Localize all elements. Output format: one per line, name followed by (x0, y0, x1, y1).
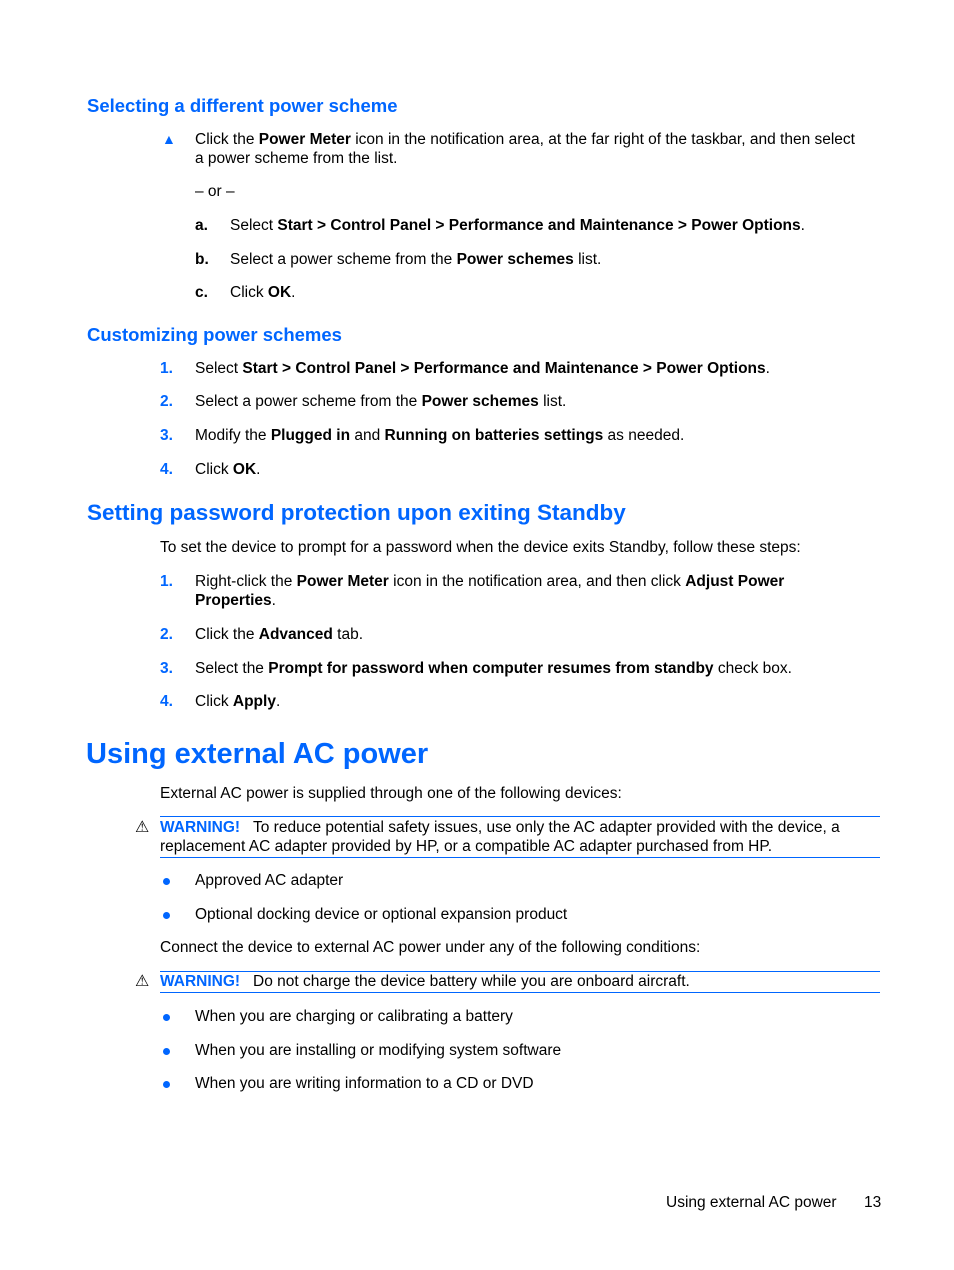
bullet-icon (163, 878, 170, 885)
warning-label: WARNING! (160, 973, 241, 990)
bullet-icon (163, 912, 170, 919)
step-text: Right-click the Power Meter icon in the notification area, and then click Adjust Power (195, 573, 785, 590)
warning-text: WARNING! Do not charge the device battery while you are onboard aircraft. (160, 973, 690, 990)
step-text: Click Apply. (195, 693, 281, 710)
warning-label: WARNING! (160, 819, 241, 836)
step-text: Select a power scheme from the Power schemes list. (230, 251, 602, 268)
step-text: Click OK. (195, 461, 261, 478)
step-number: 4. (160, 693, 173, 710)
step-text: Select Start > Control Panel > Performance and Maintenance > Power Options. (230, 217, 805, 234)
step-number: 3. (160, 660, 173, 677)
step-number: 2. (160, 626, 173, 643)
step-number: 3. (160, 427, 173, 444)
conditions-intro: Connect the device to external AC power under any of the following conditions: (160, 939, 701, 956)
step-number: 1. (160, 573, 173, 590)
heading-customizing-power-schemes: Customizing power schemes (87, 324, 342, 345)
bullet-icon (163, 1048, 170, 1055)
list-item: When you are installing or modifying system software (195, 1042, 562, 1059)
warning-triangle-icon: ⚠ (135, 973, 150, 990)
step-number: 4. (160, 461, 173, 478)
step-text: Click OK. (230, 284, 296, 301)
step-label: a. (195, 217, 208, 234)
step-text: Select a power scheme from the Power schemes list. (195, 393, 567, 410)
triangle-bullet-icon: ▲ (162, 131, 176, 147)
bullet-icon (163, 1081, 170, 1088)
step-text-line2: Properties. (195, 592, 276, 609)
list-item: When you are charging or calibrating a battery (195, 1008, 513, 1025)
step-label: c. (195, 284, 208, 301)
step-number: 2. (160, 393, 173, 410)
bullet-text-line2: a power scheme from the list. (195, 150, 398, 167)
or-separator: – or – (195, 183, 235, 200)
heading-selecting-power-scheme: Selecting a different power scheme (87, 95, 398, 116)
step-text: Select the Prompt for password when computer resumes from standby check box. (195, 660, 792, 677)
intro-text: External AC power is supplied through one of the following devices: (160, 785, 622, 802)
intro-text: To set the device to prompt for a password when the device exits Standby, follow these steps: (160, 539, 801, 556)
list-item: Optional docking device or optional expansion product (195, 906, 568, 923)
warning-triangle-icon: ⚠ (135, 819, 150, 836)
step-label: b. (195, 251, 209, 268)
bullet-text: Click the Power Meter icon in the notification area, at the far right of the taskbar, and then select (195, 131, 855, 148)
heading-password-protection: Setting password protection upon exiting Standby (87, 500, 626, 525)
page-number: 13 (864, 1194, 882, 1211)
step-text: Click the Advanced tab. (195, 626, 364, 643)
list-item: When you are writing information to a CD or DVD (195, 1075, 534, 1092)
list-item: Approved AC adapter (195, 872, 344, 889)
footer-title: Using external AC power (666, 1194, 837, 1211)
step-text: Modify the Plugged in and Running on batteries settings as needed. (195, 427, 685, 444)
step-number: 1. (160, 360, 173, 377)
warning-text: WARNING! To reduce potential safety issues, use only the AC adapter provided with the device, a (160, 819, 840, 836)
bullet-icon (163, 1014, 170, 1021)
step-text: Select Start > Control Panel > Performance and Maintenance > Power Options. (195, 360, 770, 377)
heading-external-ac-power: Using external AC power (86, 738, 429, 770)
warning-text-line2: replacement AC adapter provided by HP, or a compatible AC adapter purchased from HP. (160, 838, 773, 855)
